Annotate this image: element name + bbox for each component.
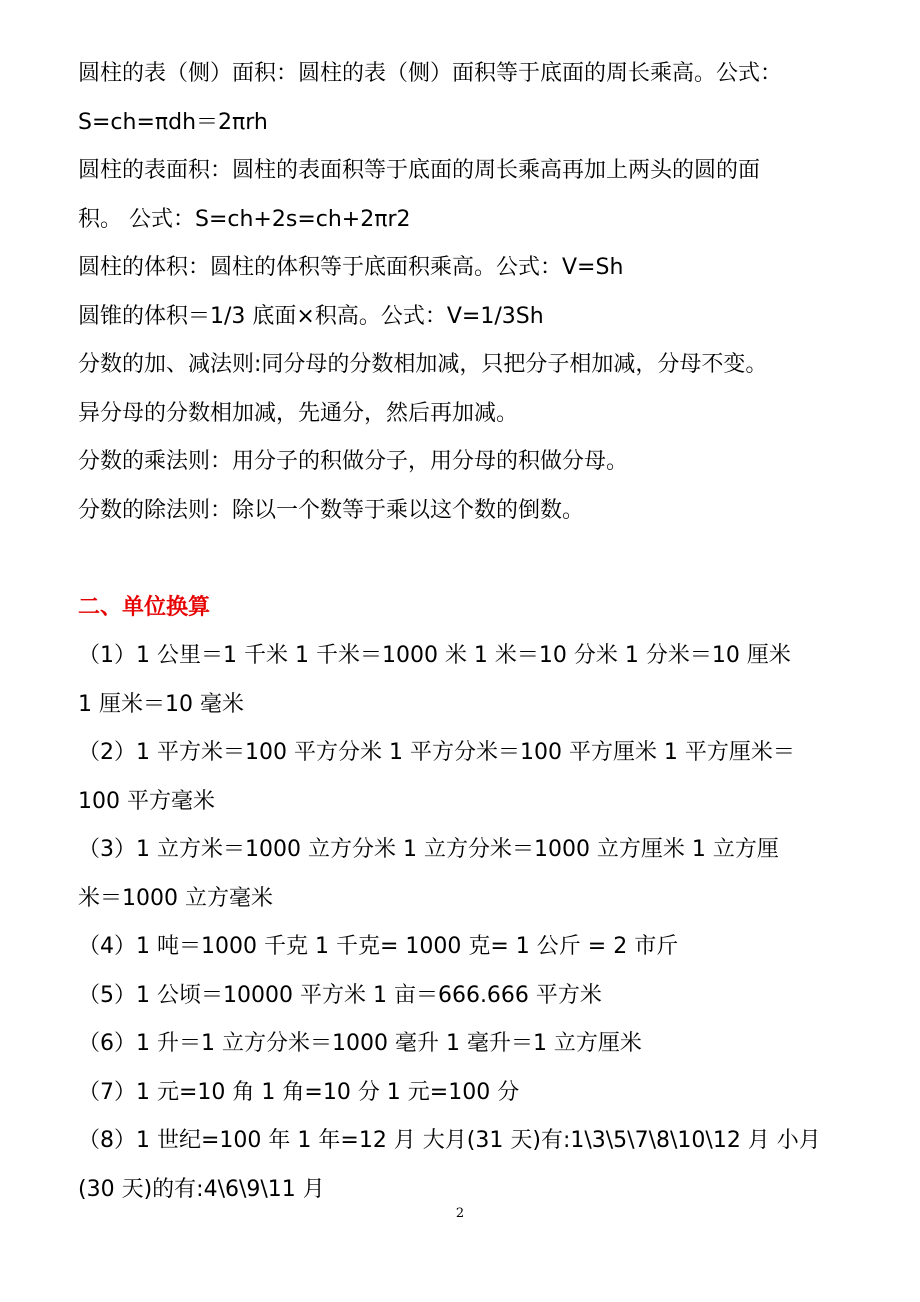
text-line: 分数的除法则：除以一个数等于乘以这个数的倒数。 [78,497,585,523]
text-line: 圆柱的表面积：圆柱的表面积等于底面的周长乘高再加上两头的圆的面 [78,158,761,183]
text-line: 异分母的分数相加减，先通分，然后再加减。 [78,400,519,426]
unit-line: (30 天)的有:4\6\9\11 月 [78,1176,325,1202]
unit-line: 100 平方毫米 [78,788,215,814]
unit-line: （7）1 元=10 角 1 角=10 分 1 元=100 分 [78,1079,520,1105]
unit-line: 1 厘米＝10 毫米 [78,691,244,717]
unit-line: （6）1 升＝1 立方分米＝1000 毫升 1 毫升＝1 立方厘米 [78,1031,642,1056]
unit-line: （3）1 立方米＝1000 立方分米 1 立方分米＝1000 立方厘米 1 立方厘 [78,837,779,862]
text-line: S=ch=πdh＝2πrh [78,109,268,135]
unit-line: （8）1 世纪=100 年 1 年=12 月 大月(31 天)有:1\3\5\7\8\10\12 月 小月 [78,1128,821,1153]
text-line: 圆柱的表（侧）面积：圆柱的表（侧）面积等于底面的周长乘高。公式： [78,61,783,86]
page-number: 2 [455,1206,465,1221]
text-line: 分数的加、减法则:同分母的分数相加减，只把分子相加减，分母不变。 [78,352,768,377]
text-line: 分数的乘法则：用分子的积做分子，用分母的积做分母。 [78,449,629,474]
text-line: 圆锥的体积＝1/3 底面×积高。公式：V=1/3Sh [78,303,544,329]
section-heading: 二、单位换算 [78,594,211,620]
unit-line: 米＝1000 立方毫米 [78,885,273,911]
text-line: 积。 公式：S=ch+2s=ch+2πr2 [78,206,411,232]
page-content [78,50,858,1214]
unit-line: （5）1 公顷＝10000 平方米 1 亩＝666.666 平方米 [78,982,602,1008]
unit-line: （4）1 吨＝1000 千克 1 千克= 1000 克= 1 公斤 = 2 市斤 [78,934,679,959]
unit-line: （1）1 公里＝1 千米 1 千米＝1000 米 1 米＝10 分米 1 分米＝10 厘米 [78,643,791,668]
text-line: 圆柱的体积：圆柱的体积等于底面积乘高。公式：V=Sh [78,255,624,280]
unit-line: （2）1 平方米＝100 平方分米 1 平方分米＝100 平方厘米 1 平方厘米＝ [78,740,795,765]
blank-line [78,535,858,584]
